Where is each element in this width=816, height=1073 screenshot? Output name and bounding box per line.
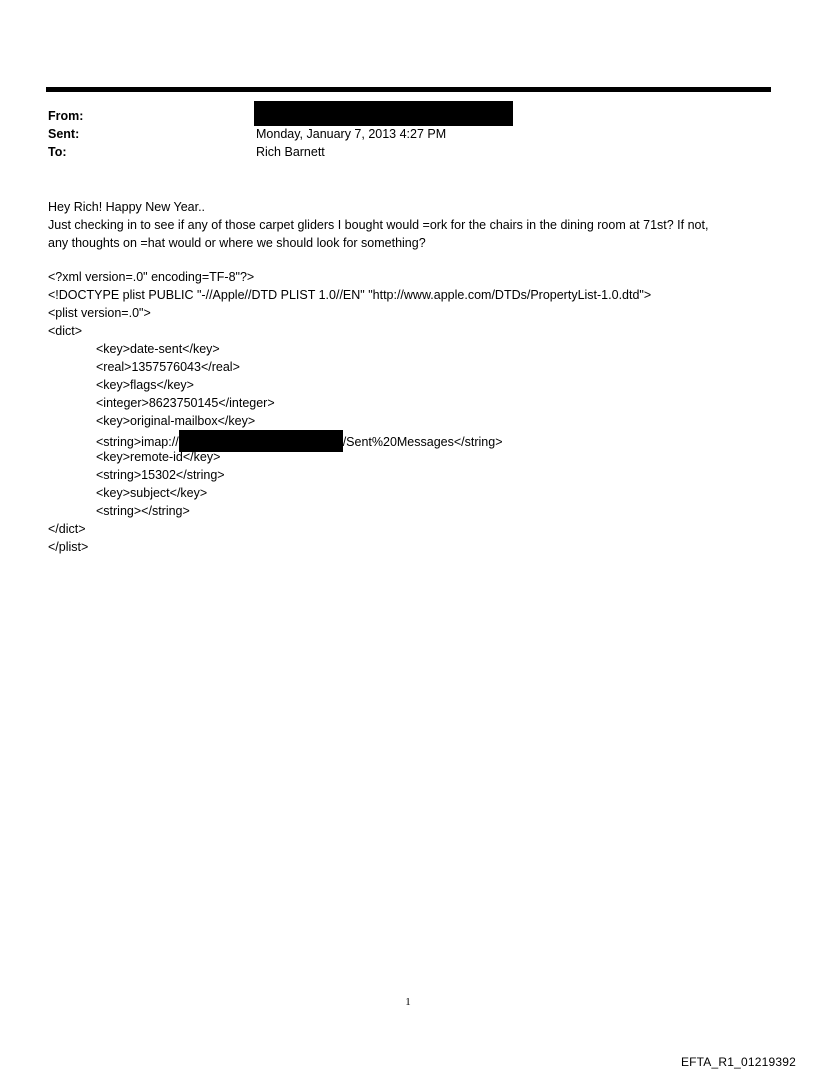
xml-declaration: <?xml version=.0" encoding=TF-8"?> bbox=[48, 270, 255, 284]
body-line: Just checking in to see if any of those carpet gliders I bought would =ork for the chairs in the dining room at 71st? If not, bbox=[48, 218, 709, 232]
plist-block bbox=[48, 268, 773, 556]
string-imap-prefix: <string>imap:// bbox=[96, 435, 179, 449]
dict-close: </dict> bbox=[48, 522, 86, 536]
email-body bbox=[48, 198, 773, 252]
key-subject: <key>subject</key> bbox=[96, 486, 208, 500]
to-value: Rich Barnett bbox=[256, 145, 325, 159]
string-imap-line bbox=[48, 430, 773, 448]
redaction-block-from bbox=[254, 101, 513, 126]
dict-open: <dict> bbox=[48, 324, 83, 338]
key-flags: <key>flags</key> bbox=[96, 378, 194, 392]
real-value: <real>1357576043</real> bbox=[96, 360, 240, 374]
string-imap-suffix: /Sent%20Messages</string> bbox=[342, 435, 503, 449]
sent-row bbox=[48, 125, 748, 143]
doctype-line: <!DOCTYPE plist PUBLIC "-//Apple//DTD PLIST 1.0//EN" "http://www.apple.com/DTDs/PropertyList-1.0.dtd"> bbox=[48, 288, 652, 302]
key-remote-id: <key>remote-id</key> bbox=[96, 450, 221, 464]
from-label: From: bbox=[48, 109, 84, 123]
string-subject: <string></string> bbox=[96, 504, 190, 518]
sent-value: Monday, January 7, 2013 4:27 PM bbox=[256, 127, 447, 141]
sent-label: Sent: bbox=[48, 127, 80, 141]
string-remote-id: <string>15302</string> bbox=[96, 468, 225, 482]
key-original-mailbox: <key>original-mailbox</key> bbox=[96, 414, 256, 428]
plist-close: </plist> bbox=[48, 540, 89, 554]
plist-open: <plist version=.0"> bbox=[48, 306, 151, 320]
page-number: 1 bbox=[405, 996, 411, 1008]
integer-value: <integer>8623750145</integer> bbox=[96, 396, 275, 410]
body-line: Hey Rich! Happy New Year.. bbox=[48, 200, 206, 214]
key-date-sent: <key>date-sent</key> bbox=[96, 342, 220, 356]
header-rule bbox=[46, 87, 771, 92]
bates-id: EFTA_R1_01219392 bbox=[680, 1055, 796, 1069]
to-row bbox=[48, 143, 748, 161]
to-label: To: bbox=[48, 145, 67, 159]
body-line: any thoughts on =hat would or where we should look for something? bbox=[48, 236, 426, 250]
